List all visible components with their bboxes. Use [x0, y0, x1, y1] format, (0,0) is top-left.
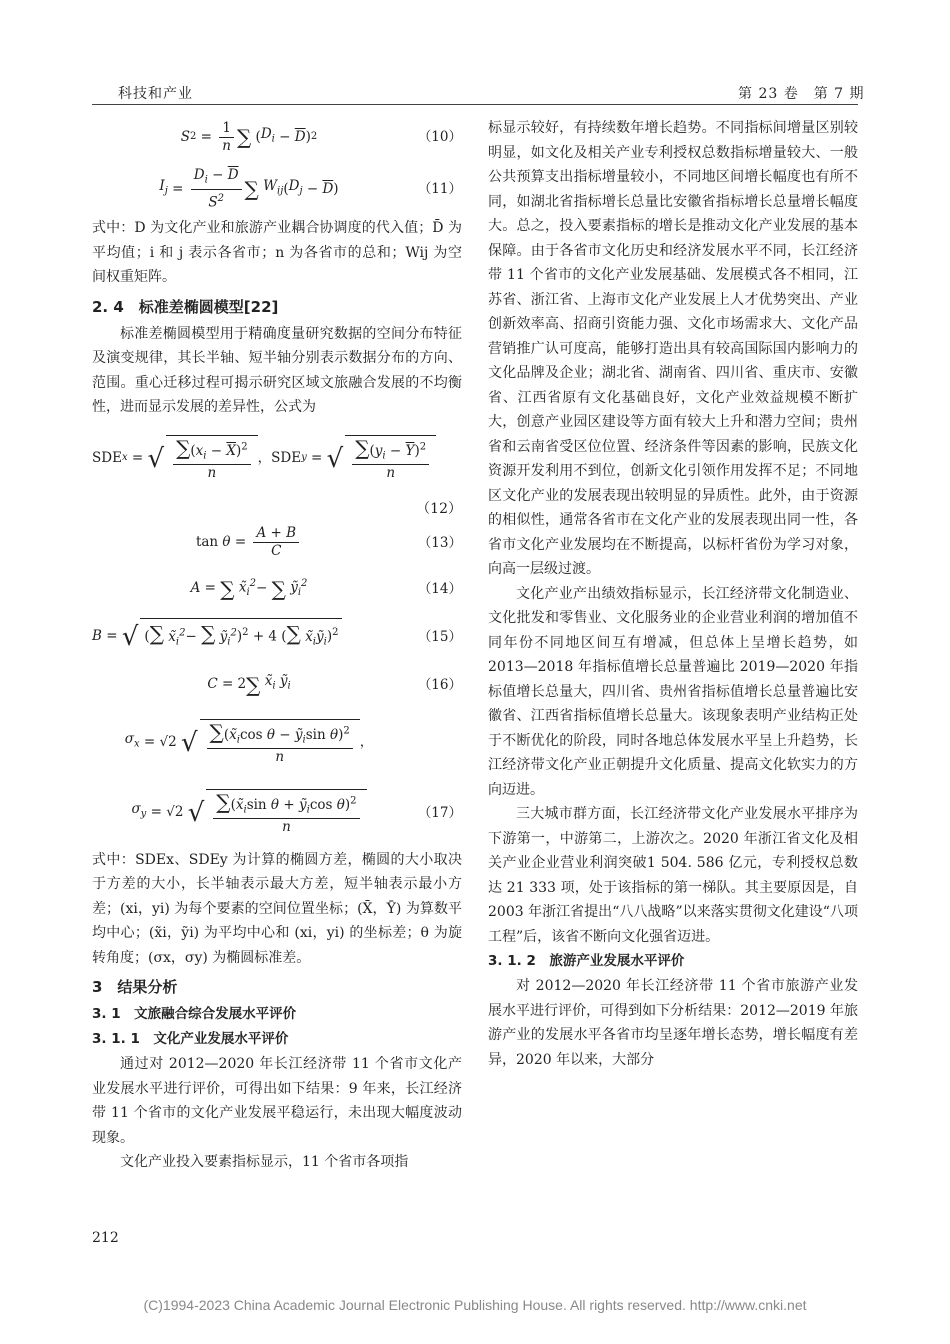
section-heading-2-4: 2. 4 标准差椭圆模型[22]	[92, 297, 279, 316]
equation-number: （13）	[417, 534, 462, 551]
paragraph: 文化产业投入要素指标显示，11 个省市各项指	[120, 1154, 409, 1170]
equation-16: C = 2 ∑ $x̃_i$ ỹ$_i$ （16）	[207, 672, 462, 697]
equation-number: （14）	[417, 580, 462, 597]
equation-number: （12）	[416, 500, 462, 517]
equation-10: S 2 = $\frac{1}{n}$ ∑ ( $D_i$ − $\overline{D}$ ) 2 （10）	[180, 119, 462, 154]
header-rule	[92, 104, 858, 105]
equation-14: A = ∑ $x̃_i^2$ − ∑ ỹ$_i^2$ （14）	[190, 576, 462, 601]
left-column	[92, 112, 462, 1175]
paragraph: 标显示较好，有持续数年增长趋势。不同指标间增量区别较明显，如文化及相关产业专利授权总数指标增量较大、一般公共预算支出指标增量较小，不同地区间增长幅度也有所不同，如湖北省指标增长总量比安徽省指标增长总量增长幅度大。总之，投入要素指标的增长是推动文化产业发展的基本保障。由于各省市文化历史和经济发展水平不同，长江经济带 11 个省市的文化产业发展基础、发展模式各不相同，江苏省、浙江省、上海市文化产业发展上人才优势突出、产业创新效率高、招商引资能力强、文化市场需求大、文化产品营销推广认可度高，能够打造出具有较高国际国内影响力的文化品牌及企业；湖北省、湖南省、四川省、重庆市、安徽省、江西省原有文化基础良好，文化产业效益规模不断扩大，创意产业园区建设等方面有较大上升和潜力空间；贵州省和云南省受区位位置、经济条件等因素的影响，民族文化资源开发利用不到位，创新文化引领作用发挥不足；不同地区文化产业的发展表现出较明显的异质性。此外，由于资源的相似性，通常各省市在文化产业的发展表现出同一性，各省市文化产业发展均在不断提高，以标杆省份为学习对象，向高一层级过渡。	[488, 120, 858, 577]
paragraph: 三大城市群方面，长江经济带文化产业发展水平排序为下游第一，中游第二，上游次之。2020 年浙江省文化及相关产业企业营业利润突破1 504. 586 亿元，专利授权总数达 21 333 项，处于该指标的第一梯队。其主要原因是，自 2003 年浙江省提出“八八战略”以来落实贯彻文化建设“八项工程”后，该省不断向文化强省迈进。	[488, 806, 858, 945]
section-heading-3-1-1: 3. 1. 1 文化产业发展水平评价	[92, 1031, 289, 1047]
page-number: 212	[92, 1230, 119, 1246]
equation-number: （11）	[417, 180, 462, 197]
paragraph: 对 2012—2020 年长江经济带 11 个省市旅游产业发展水平进行评价，可得到如下分析结果：2012—2019 年旅游产业的发展水平各省市均呈逐年增长态势，增长幅度有差异，2020 年以来，大部分	[488, 978, 858, 1068]
equation-definitions: 式中：D 为文化产业和旅游产业耦合协调度的代入值；D̄ 为平均值；i 和 j 表示各省市；n 为各省市的总和；Wij 为空间权重矩阵。	[92, 220, 462, 285]
equation-number: （15）	[417, 628, 462, 645]
paragraph-sde-intro: 标准差椭圆模型用于精确度量研究数据的空间分布特征及演变规律，其长半轴、短半轴分别表示数据分布的方向、范围。重心迁移过程可揭示研究区域文旅融合发展的不均衡性，进而显示发展的差异性，公式为	[92, 325, 462, 415]
equation-number: （16）	[417, 676, 462, 693]
equation-12: SDE x = √ $\frac{\sum(x_i - \overline{X})^2}{n}$ ，SDE y = √ $\frac{\sum(y_i - \overline{Y})^2}{n}$	[92, 420, 462, 498]
equation-15: B = √ (∑ $x̃_i^2-$ ∑ ỹ$_i^2$)$^2$ + 4 (∑ $x̃_iỹ_i)^2$ （15）	[92, 612, 462, 662]
right-column	[488, 116, 858, 1072]
paragraph: 文化产业产出绩效指标显示，长江经济带文化制造业、文化批发和零售业、文化服务业的企业营业利润的增加值不同年份不同地区间互有增减，但总体上呈增长趋势，如 2013—2018 年指标值增长总量普遍比 2019—2020 年指标值增长总量大，四川省、贵州省指标值增长总量普遍比安徽省、江西省指标值增长总量大。该现象表明产业结构正处于不断优化的阶段，同时各地总体发展水平呈上升趋势，长江经济带文化产业正朝提升文化质量、提高文化软实力的方向迈进。	[488, 585, 858, 798]
equation-17b: $\sigma_y$ = √2 √ $\frac{\sum(x̃_i\sin \theta + ỹ_i\cos \theta)^2}{n}$ （17）	[131, 789, 462, 836]
section-heading-3-1-2: 3. 1. 2 旅游产业发展水平评价	[488, 953, 685, 969]
section-heading-3: 3 结果分析	[92, 978, 178, 996]
equation-11: $I_j$ = $\frac{D_i - \overline{D}}{S^2}$ ∑ $W_{ij}$ ( $D_j$ − $\overline{D}$ ) （11）	[159, 166, 462, 211]
paragraph: 通过对 2012—2020 年长江经济带 11 个省市文化产业发展水平进行评价，可得出如下结果：9 年来，长江经济带 11 个省市的文化产业发展平稳运行，未出现大幅度波动现象。	[92, 1056, 462, 1146]
equation-definitions-sde: 式中：SDEx、SDEy 为计算的椭圆方差，椭圆的大小取决于方差的大小，长半轴表示最大方差，短半轴表示最小方差；(xi，yi) 为每个要素的空间位置坐标；(X̄，Ȳ) 为算数平均中心；(x̃i，ỹi) 为平均中心和 (xi，yi) 的坐标差；θ 为旋转角度；(σx，σy) 为椭圆标准差。	[92, 851, 462, 966]
section-heading-3-1: 3. 1 文旅融合综合发展水平评价	[92, 1006, 297, 1022]
equation-13: tan θ = $\frac{A + B}{C}$ （13）	[195, 525, 462, 559]
equation-17a: $\sigma_x$ = √2 √ $\frac{\sum(x̃_i\cos \theta - ỹ_i\sin \theta)^2}{n}$ ，	[124, 719, 374, 766]
equation-number: （17）	[417, 804, 462, 821]
running-head-issue: 第 23 卷 第 7 期	[738, 86, 865, 102]
equation-number: （10）	[417, 128, 462, 145]
running-head-journal: 科技和产业	[118, 86, 193, 102]
copyright-footer: (C)1994-2023 China Academic Journal Electronic Publishing House. All rights reserved. http://www.cnki.net	[143, 1297, 807, 1313]
